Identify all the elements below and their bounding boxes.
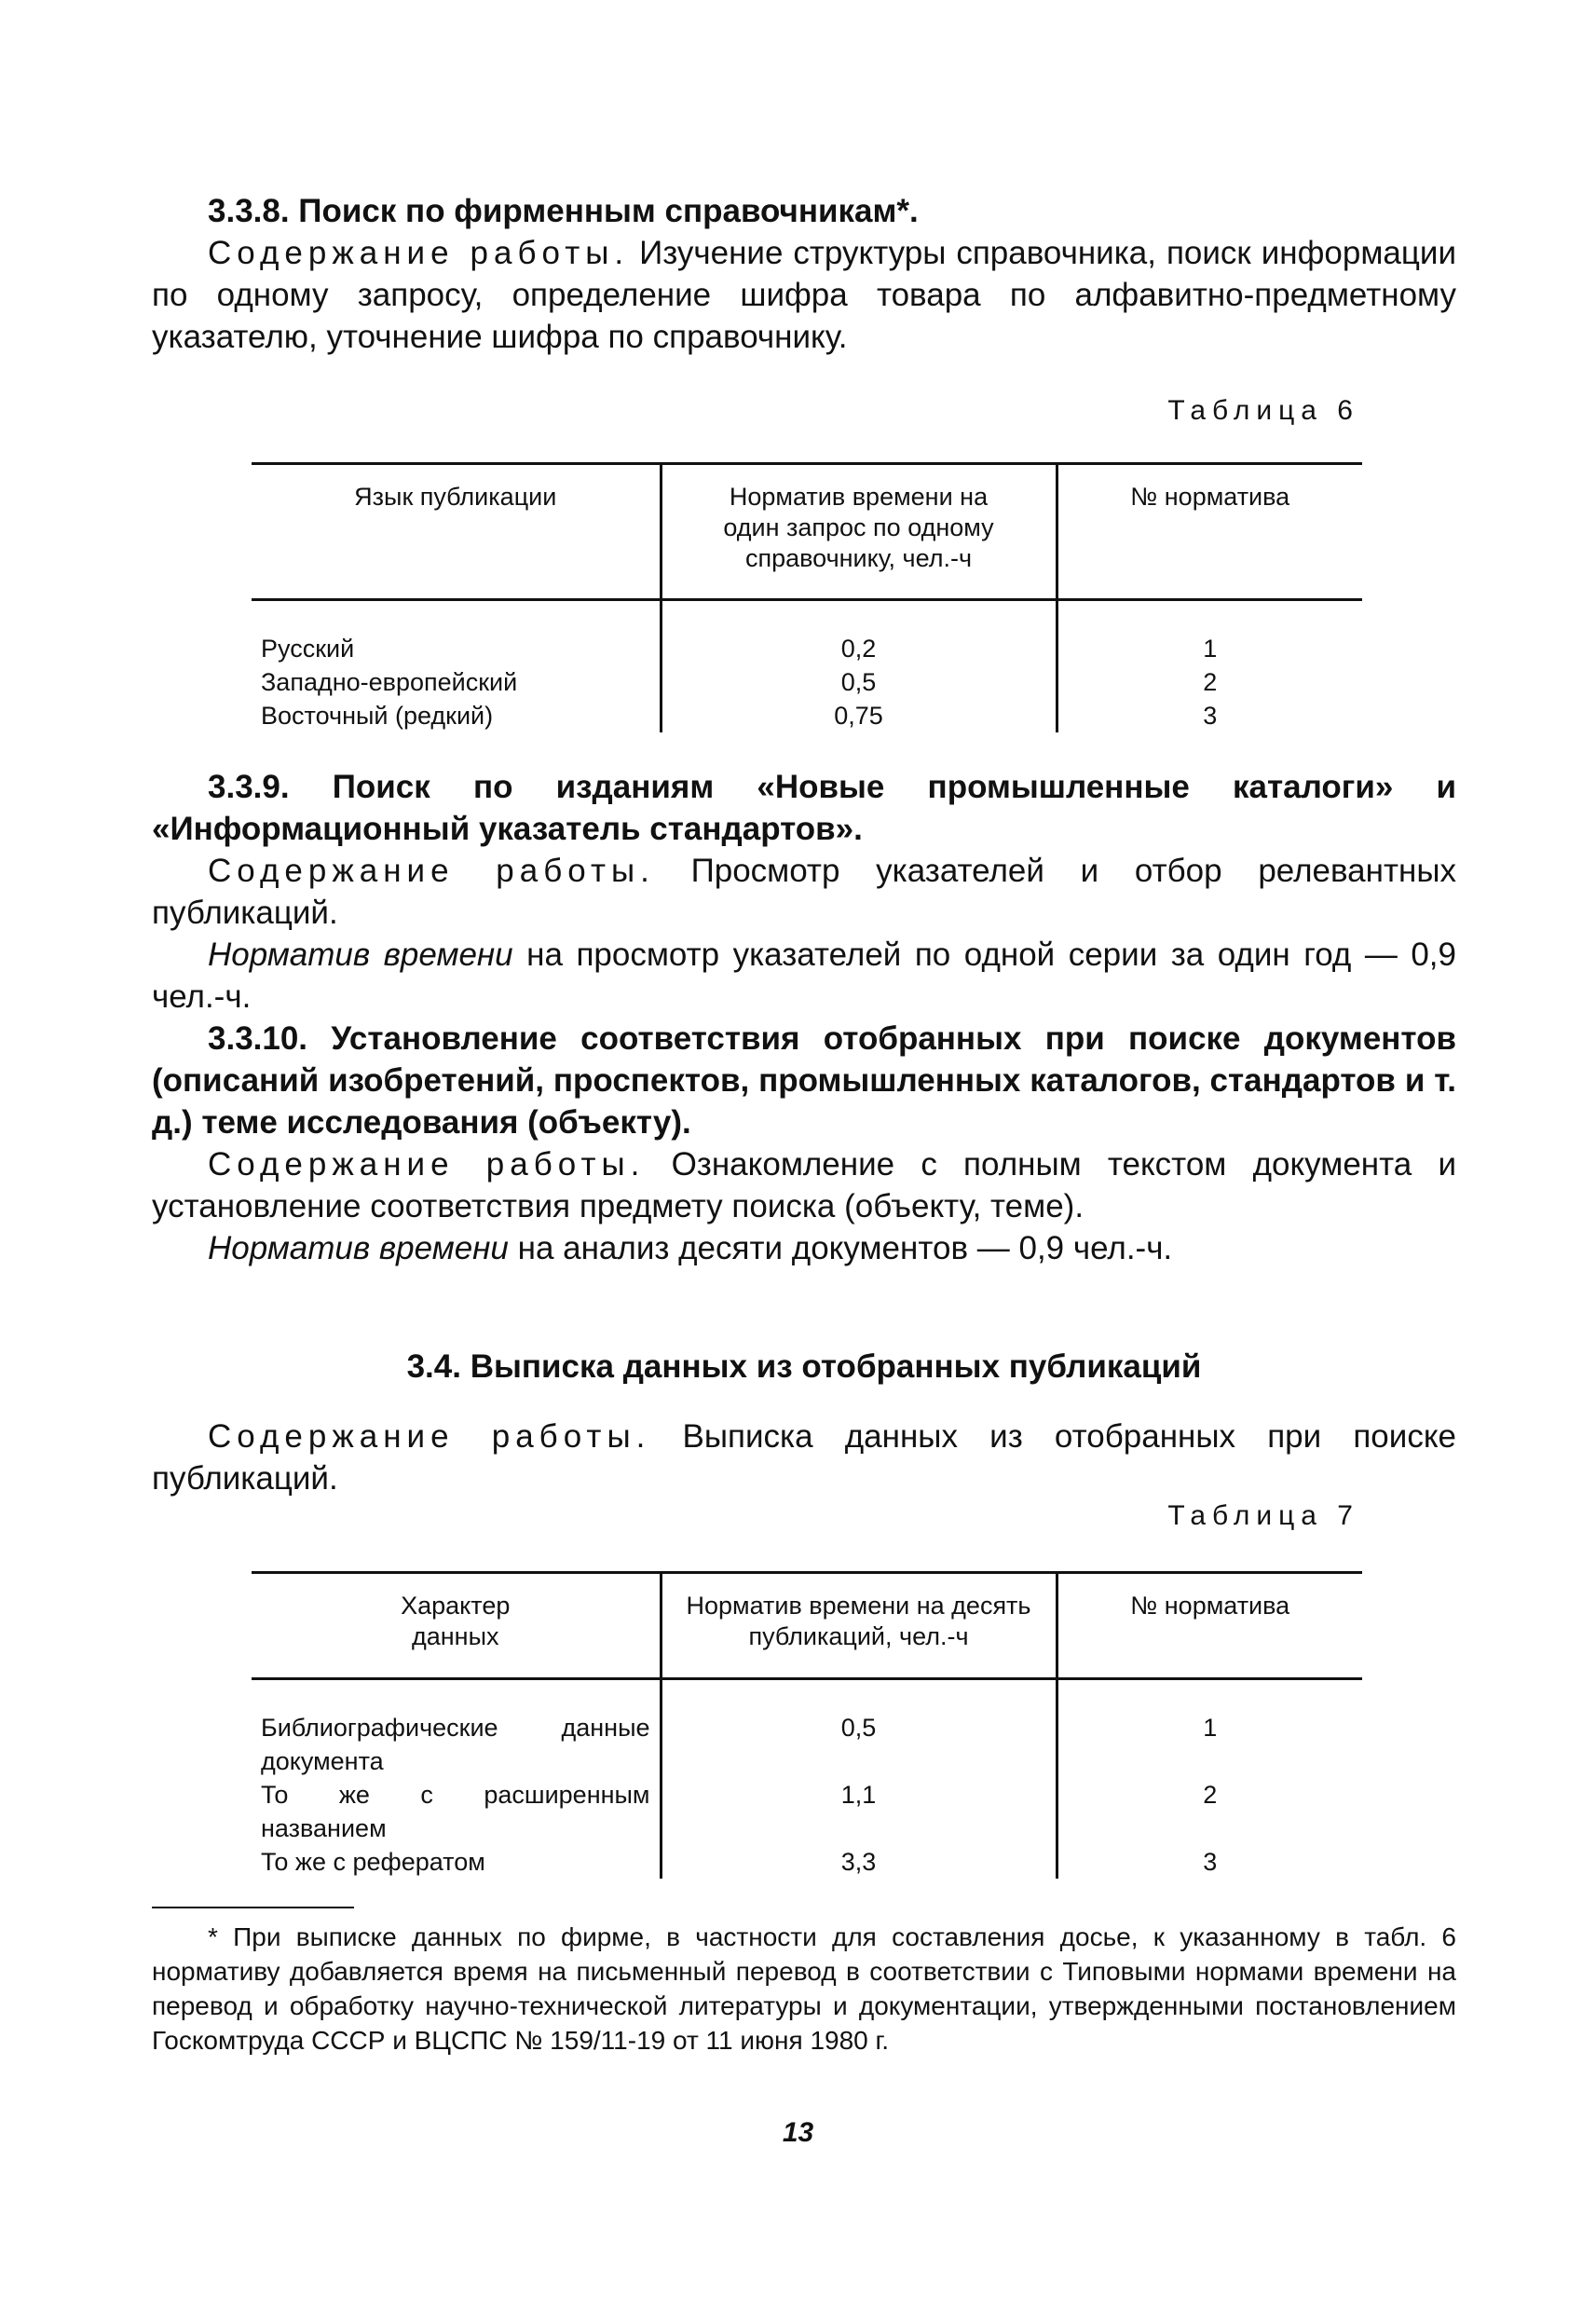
cell: 0,5 — [661, 665, 1057, 699]
cell: 3 — [1057, 699, 1362, 732]
cell: 2 — [1057, 1778, 1362, 1845]
cell: То же с рефератом — [261, 1847, 485, 1876]
section-norm — [152, 1227, 1456, 1269]
cell: Восточный (редкий) — [261, 701, 494, 730]
cell: 3 — [1057, 1845, 1362, 1879]
section-heading-3-3-10: 3.3.10. Установление соответствия отобранных при поиске документов (описаний изобретений, проспектов, промышленных каталогов, стандартов и т. д.) теме исследования (объекту). — [152, 1020, 1456, 1141]
cell: 2 — [1057, 665, 1362, 699]
cell: Русский — [261, 634, 355, 663]
table-6-caption: Таблица 6 — [1167, 395, 1359, 426]
content-text: Изучение структуры справочника, поиск информации по одному запросу, определение шифра товара по алфавитно-предметному указателю, уточнение шифра по справочнику. — [152, 235, 1456, 355]
content-label: Содержание работы. — [208, 853, 655, 889]
section-content — [152, 850, 1456, 934]
table-header: Норматив времени на десять публикаций, чел.-ч — [661, 1573, 1057, 1679]
content-text: Выписка данных из отобранных при поиске публикаций. — [152, 1418, 1456, 1497]
cell: 3,3 — [661, 1845, 1057, 1879]
table-header: Характер данных — [252, 1573, 661, 1679]
content-text: Просмотр указателей и отбор релевантных публикаций. — [152, 853, 1456, 931]
table-row — [252, 1845, 1362, 1879]
table-header: № норматива — [1057, 464, 1362, 600]
cell: 0,2 — [661, 632, 1057, 665]
table-header: № норматива — [1057, 1573, 1362, 1679]
table-header: Норматив времени на один запрос по одному справочнику, чел.-ч — [661, 464, 1057, 600]
cell: 1,1 — [661, 1778, 1057, 1845]
table-row — [252, 665, 1362, 699]
norm-text: на анализ десяти документов — 0,9 чел.-ч. — [508, 1230, 1173, 1266]
cell: 0,5 — [661, 1711, 1057, 1778]
table-row — [252, 632, 1362, 665]
section-content — [152, 1143, 1456, 1227]
table-7 — [252, 1571, 1362, 1879]
section-3-3-8 — [152, 190, 1456, 358]
content-label: Содержание работы. — [208, 1146, 646, 1183]
section-content — [152, 232, 1456, 358]
table-7-caption: Таблица 7 — [1167, 1500, 1359, 1531]
cell: 1 — [1057, 1711, 1362, 1778]
page-number: 13 — [782, 2117, 814, 2148]
table-header: Язык публикации — [252, 464, 661, 600]
norm-label: Норматив времени — [208, 937, 513, 973]
content-text: Ознакомление с полным текстом документа и установление соответствия предмету поиска (объекту, теме). — [152, 1146, 1456, 1224]
table-row — [252, 1711, 1362, 1778]
section-norm — [152, 934, 1456, 1018]
cell: То же с расширенным названием — [261, 1780, 650, 1842]
section-heading: 3.3.9. Поиск по изданиям «Новые промышленные каталоги» и «Информационный указатель стандартов». — [152, 769, 1456, 847]
norm-label: Норматив времени — [208, 1230, 509, 1266]
footnote: * При выписке данных по фирме, в частности для составления досье, к указанному в табл. 6 нормативу добавляется время на письменный перевод в соответствии с Типовыми нормами времени на перевод и обработку научно-технической литературы и документации, утвержденными постановлением Госкомтруда СССР и ВЦСПС № 159/11-19 от 11 июня 1980 г. — [152, 1922, 1456, 2055]
table-6 — [252, 462, 1362, 732]
cell: Западно-европейский — [261, 667, 518, 696]
cell: 1 — [1057, 632, 1362, 665]
norm-text: на просмотр указателей по одной серии за один год — 0,9 чел.-ч. — [152, 937, 1456, 1015]
section-heading: 3.4. Выписка данных из отобранных публикаций — [406, 1348, 1202, 1385]
cell: 0,75 — [661, 699, 1057, 732]
cell: Библиографические данные документа — [261, 1713, 650, 1775]
table-row — [252, 699, 1362, 732]
content-label: Содержание работы. — [208, 235, 630, 271]
section-heading: 3.3.8. Поиск по фирменным справочникам*. — [208, 193, 919, 229]
content-label: Содержание работы. — [208, 1418, 651, 1455]
section-3-3-9 — [152, 766, 1456, 1269]
section-content — [152, 1415, 1456, 1499]
footnote-rule — [152, 1907, 354, 1908]
table-row — [252, 1778, 1362, 1845]
section-3-4 — [152, 1346, 1456, 1499]
